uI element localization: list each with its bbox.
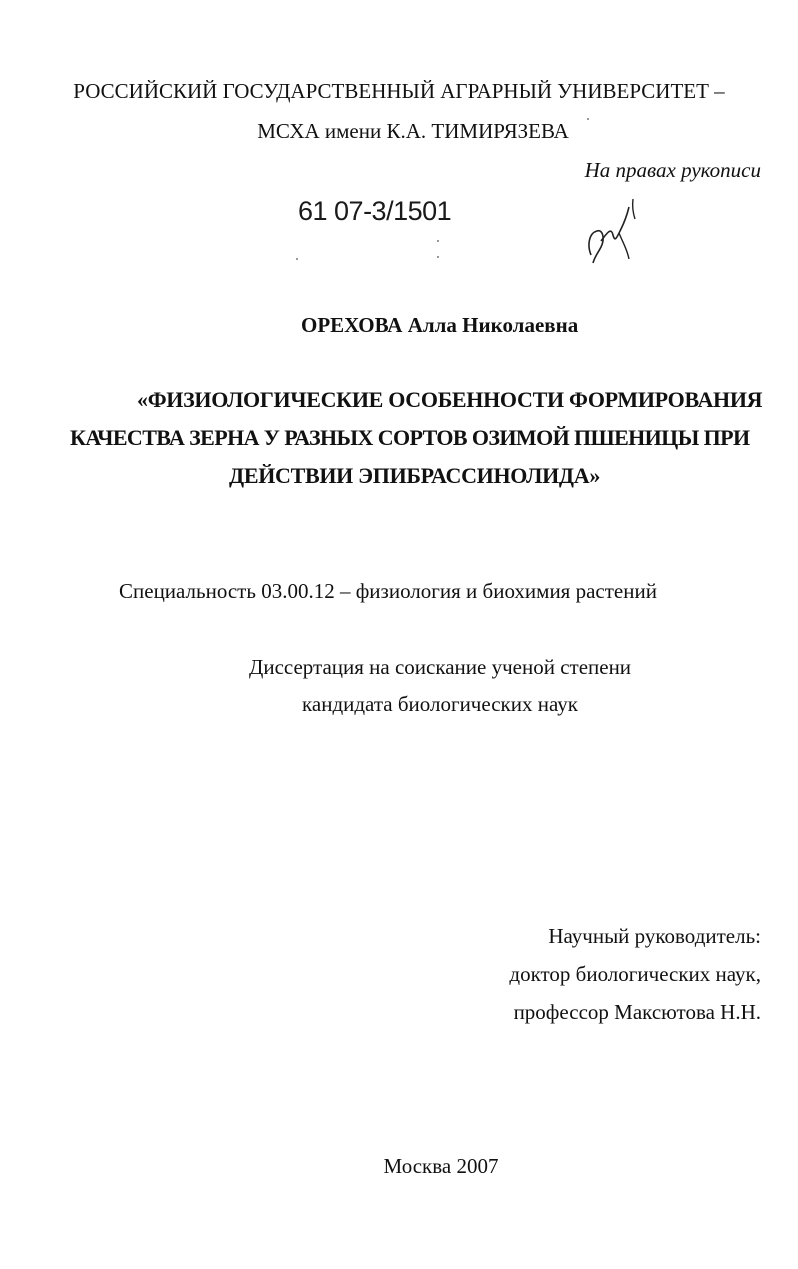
supervisor-degree: доктор биологических наук, <box>509 962 761 986</box>
specialty: Специальность 03.00.12 – физиология и биохимия растений <box>119 579 657 603</box>
catalog-stamp: 61 07-3/1501 <box>298 196 452 226</box>
scan-speck <box>437 240 439 242</box>
rights-note: На правах рукописи <box>584 158 761 182</box>
dissertation-degree-line1: Диссертация на соискание ученой степени <box>249 655 632 679</box>
author-name: ОРЕХОВА Алла Николаевна <box>301 313 579 337</box>
dissertation-title-line1: «ФИЗИОЛОГИЧЕСКИЕ ОСОБЕННОСТИ ФОРМИРОВАНИЯ <box>137 387 763 412</box>
scan-speck <box>296 258 298 260</box>
university-name-line1: РОССИЙСКИЙ ГОСУДАРСТВЕННЫЙ АГРАРНЫЙ УНИВЕРСИТЕТ – <box>73 79 725 103</box>
dissertation-title-line3: ДЕЙСТВИИ ЭПИБРАССИНОЛИДА» <box>229 463 601 488</box>
university-name-line2: МСХА имени К.А. ТИМИРЯЗЕВА <box>257 119 569 143</box>
scan-speck <box>437 256 439 258</box>
dissertation-degree-line2: кандидата биологических наук <box>302 692 578 716</box>
supervisor-name: профессор Максютова Н.Н. <box>513 1000 761 1024</box>
supervisor-label: Научный руководитель: <box>548 924 761 948</box>
handwritten-signature <box>583 193 643 273</box>
scan-speck <box>587 118 589 120</box>
place-year: Москва 2007 <box>383 1154 499 1178</box>
dissertation-title-line2: КАЧЕСТВА ЗЕРНА У РАЗНЫХ СОРТОВ ОЗИМОЙ ПШЕНИЦЫ ПРИ <box>70 425 750 450</box>
